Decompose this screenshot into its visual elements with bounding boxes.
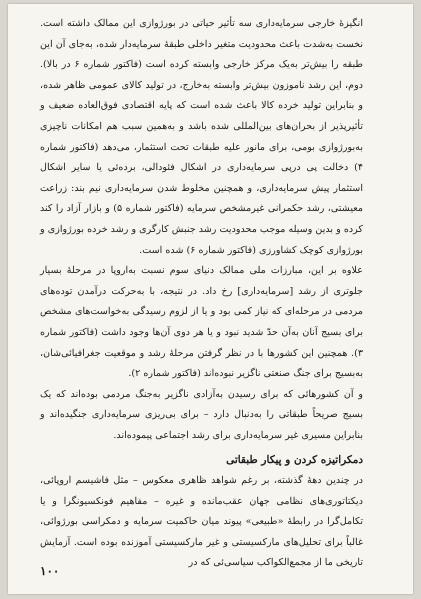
page-body xyxy=(40,14,363,574)
book-page xyxy=(8,4,413,594)
paragraph-4: در چندین دههٔ گذشته، بر رغم شواهد ظاهری معکوس – مثل فاشیسم اروپائی، دیکتاتوری‌های نظامی جهان عقب‌مانده و غیره – مفاهیم فونکسیونگرا و یا تکامل‌گرا در رابطهٔ «طبیعی» پیوند میان حاکمیت سرمایه و دمکراسی بورژوائی، غالباً برای تحلیل‌های مارکسیستی و غیر مارکسیستی آموزنده بوده است. آزمایش تاریخی ما از مجمع‌الکواکب سیاسی‌ئی که در xyxy=(40,475,363,569)
paragraph-2: علاوه بر این، مبارزات ملی ممالک دنیای سوم نسبت به‌اروپا در مرحلهٔ بسیار جلوتری از رشد [سرمایه‌داری] رخ داد. در نتیجه، با به‌حرکت‌ درآمدن توده‌های مردمی در مرحله‌ای که نیاز کمی بود و یا از لزوم رسیدگی به‌خواست‌های مشخص برای بسیج آنان به‌آن حدّ شدید نبود و یا هر دوی آن‌ها وجود داشت (فاکتور شماره ۳). همچنین این کشورها با در نظر گرفتن مرحلهٔ رشد و موقعیت جغرافیائی‌شان، به‌بسیج برای جنگ صنعتی ناگزیر نبوده‌اند (فاکتور شماره ۲). xyxy=(40,265,363,380)
page-number: ۱۰۰ xyxy=(40,564,60,578)
section-heading: دمکراتیزه کردن و پیکار طبقاتی xyxy=(226,454,363,467)
paragraph-1: انگیزهٔ خارجی سرمایه‌داری سه تأثیر حیاتی در بورژوازی این ممالک داشته است. نخست به‌شدت باعث محدودیت متغیر داخلی طبقهٔ سرمایه‌دار شده، به‌جای آن این طبقه را بیش‌تر به‌یک مرکز خارجی وابسته کرده است (فاکتور شماره ۶ در بالا). دوم، این رشد ناموزون بیش‌تر وابسته به‌خارج، در تولید کالای عمومی ظاهر شده، و بنابراین تولید خرده کالا باعث شده است که پایه اقتصادی فوق‌العاده ضعیف و تأثیرپذیر از بحران‌های بین‌المللی شده باشد و به‌همین سبب هم امکانات ناچیزی به‌بورژوازی بومی، برای مانور علیه طبقات تحت استثمار، می‌دهد (فاکتور شماره ۴) دخالت پی‌ درپی سرمایه‌داری در اشکال فئودالی، برده‌ئی یا سایر اشکال استثمار پیش سرمایه‌داری، و همچنین مخلوط شدن سرمایه‌داری نیم بند: زراعت معیشتی، رشد حکمرانی غیرمشخص سرمایه (فاکتور شماره ۵) و بازار آزاد را کند کرده و بدین وسیله موجب محدودیت رشد جنبش کارگری و رشد خرده بورژوازی و بورژوازی کوچک کشاورزی (فاکتور شماره ۶) شده است. xyxy=(40,18,363,256)
paragraph-3: و آن کشورهائی که برای رسیدن به‌آزادی ناگزیر به‌جنگ مردمی بوده‌اند که یک بسیج صریحاً طبقاتی را به‌دنبال دارد – برای بی‌ریزی سرمایه‌داری جنگیده‌اند و بنابراین مسیری غیر سرمایه‌داری برای رشد اجتماعی پیموده‌اند. xyxy=(40,388,363,441)
